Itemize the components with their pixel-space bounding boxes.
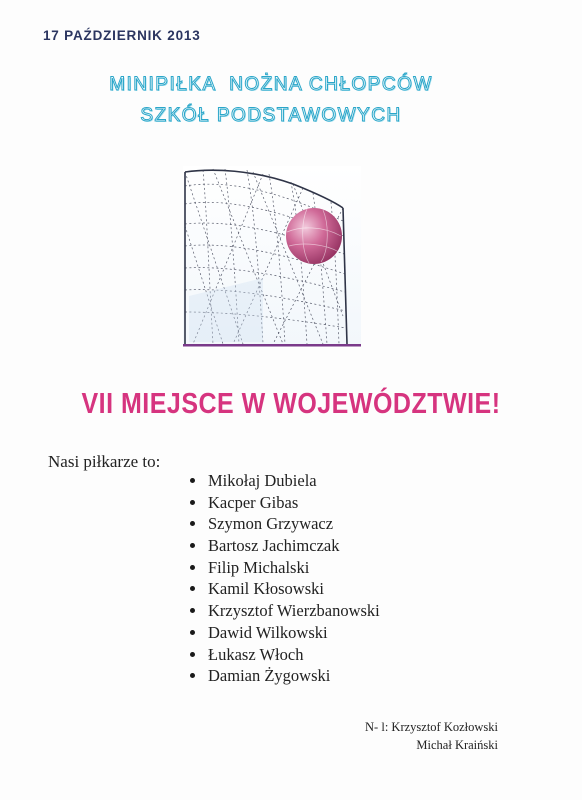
headline: VII MIEJSCE W WOJEWÓDZTWIE!: [81, 387, 501, 421]
list-item: Mikołaj Dubiela: [186, 470, 380, 492]
coaches-signature: [365, 718, 498, 754]
players-list: [186, 470, 380, 687]
title-line-1: MINIPIŁKA NOŻNA CHŁOPCÓW: [109, 74, 433, 95]
list-item: Kacper Gibas: [186, 492, 380, 514]
coach-line-2: Michał Kraiński: [416, 738, 498, 752]
title-line-2: SZKÓŁ PODSTAWOWYCH: [140, 105, 402, 126]
date: 17 PAŹDZIERNIK 2013: [43, 28, 201, 43]
list-item: Krzysztof Wierzbanowski: [186, 600, 380, 622]
list-item: Łukasz Włoch: [186, 644, 380, 666]
coach-line-1: N- l: Krzysztof Kozłowski: [365, 720, 498, 734]
list-item: Bartosz Jachimczak: [186, 535, 380, 557]
list-item: Kamil Kłosowski: [186, 578, 380, 600]
ball-icon: [286, 208, 342, 264]
list-item: Dawid Wilkowski: [186, 622, 380, 644]
list-item: Szymon Grzywacz: [186, 513, 380, 535]
soccer-ball-in-net-illustration: [183, 166, 361, 348]
list-item: Filip Michalski: [186, 557, 380, 579]
list-item: Damian Żygowski: [186, 665, 380, 687]
underline-bar: [183, 344, 361, 347]
intro-text: Nasi piłkarze to:: [48, 452, 161, 471]
